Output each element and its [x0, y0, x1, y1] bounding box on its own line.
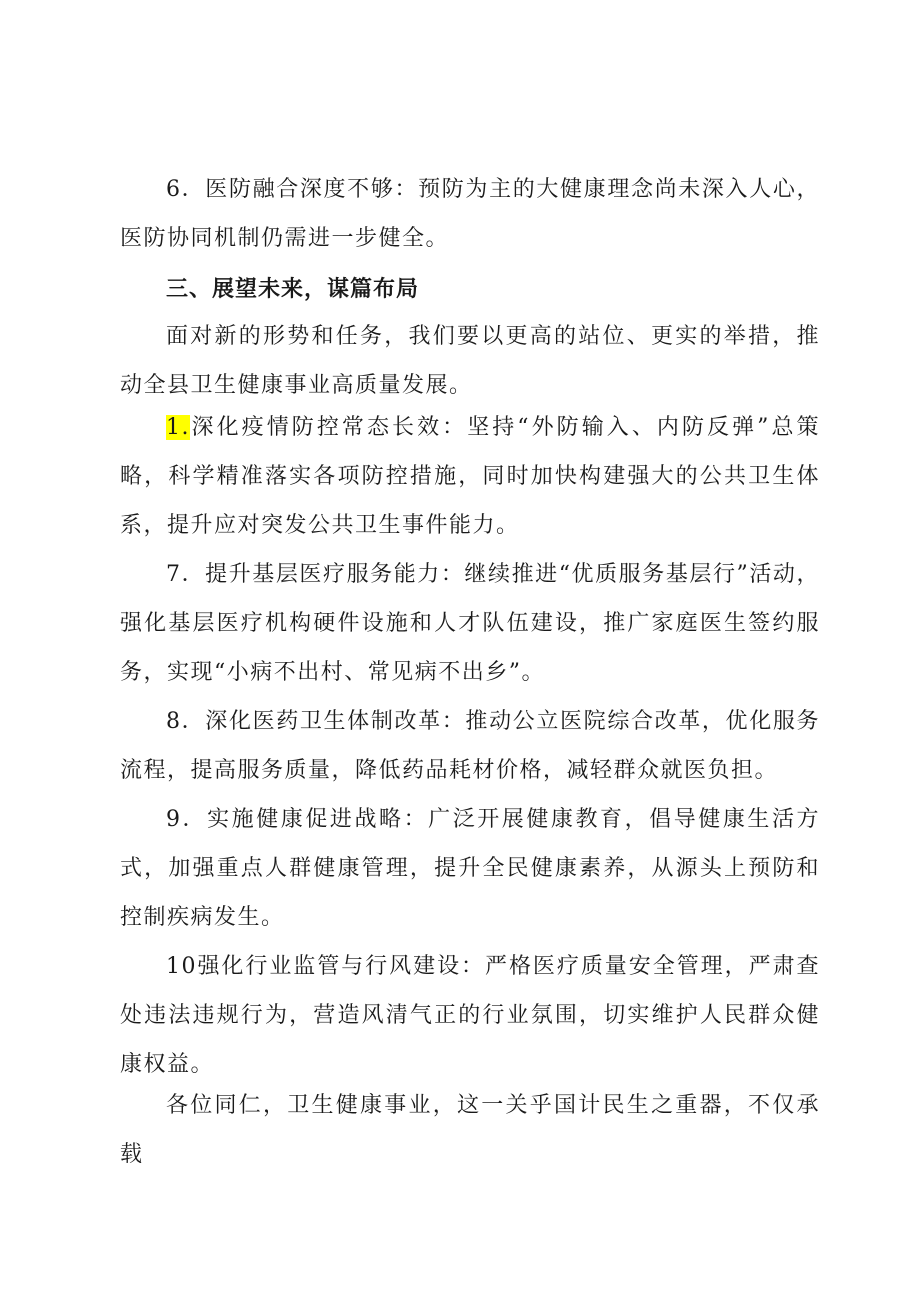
paragraph-closing: 各位同仁，卫生健康事业，这一关乎国计民生之重器，不仅承载: [120, 1093, 820, 1167]
paragraph-item-1-text: 深化疫情防控常态长效：坚持“外防输入、内防反弹”总策略，科学精准落实各项防控措施，同时加快构建强大的公共卫生体系，提升应对突发公共卫生事件能力。: [120, 415, 820, 538]
paragraph-intro: 面对新的形势和任务，我们要以更高的站位、更实的举措，推动全县卫生健康事业高质量发展。: [120, 324, 820, 398]
paragraph-item-1: [120, 403, 820, 550]
highlighted-number: 1.: [166, 415, 190, 440]
paragraph-item-8: 8．深化医药卫生体制改革：推动公立医院综合改革，优化服务流程，提高服务质量，降低药品耗材价格，减轻群众就医负担。: [120, 709, 820, 783]
paragraph-item-9: 9．实施健康促进战略：广泛开展健康教育，倡导健康生活方式，加强重点人群健康管理，提升全民健康素养，从源头上预防和控制疾病发生。: [120, 807, 820, 930]
section-heading-3: 三、展望未来，谋篇布局: [166, 277, 420, 302]
paragraph-item-10: 10强化行业监管与行风建设：严格医疗质量安全管理，严肃查处违法违规行为，营造风清气正的行业氛围，切实维护人民群众健康权益。: [120, 954, 820, 1077]
paragraph-item-6: 6．医防融合深度不够：预防为主的大健康理念尚未深入人心，医防协同机制仍需进一步健全。: [120, 177, 820, 251]
paragraph-item-7: 7．提升基层医疗服务能力：继续推进“优质服务基层行”活动，强化基层医疗机构硬件设施和人才队伍建设，推广家庭医生签约服务，实现“小病不出村、常见病不出乡”。: [120, 562, 820, 685]
